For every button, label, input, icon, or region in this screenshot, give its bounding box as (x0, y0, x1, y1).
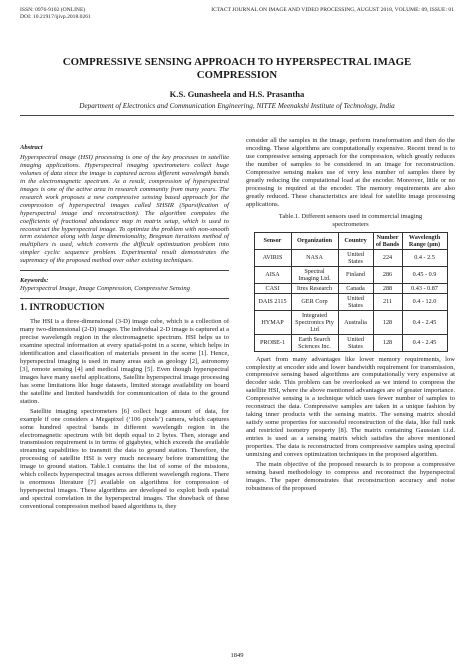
table-cell: CASI (254, 283, 291, 293)
table-cell: 128 (373, 334, 402, 351)
right-paragraph-continuation: consider all the samples in the image, perform transformation and then do the encoding. These algorithms are computationally expensive. Recent trend is to use compressive sensing approach for the compression, which greatly reduces the number of samples to be considered in an image for reconstruction. Compressive sensing makes use of very less number of samples there by greatly reducing the computational load at the encoder. Moreover, little or no processing is required at the encoder. The memory requirements are also greatly reduced. These characteristics are ideal for satellite image processing applications. (246, 137, 455, 208)
section-heading-introduction: 1. INTRODUCTION (20, 303, 105, 314)
table-cell: DAIS 2115 (254, 293, 291, 310)
table-row (254, 283, 447, 293)
table-cell: 288 (373, 283, 402, 293)
table-caption-line2: spectrometers (332, 220, 369, 228)
table-cell: 0.4 - 2.5 (402, 249, 447, 266)
authors: K.S. Gunasheela and H.S. Prasantha (169, 89, 305, 99)
journal-header: ICTACT JOURNAL ON IMAGE AND VIDEO PROCESSING, AUGUST 2018, VOLUME: 09, ISSUE: 01 (211, 7, 454, 13)
table-cell: 0.45 - 0.9 (402, 266, 447, 283)
title-divider (20, 115, 454, 116)
table-cell: 211 (373, 293, 402, 310)
table-cell: 128 (373, 310, 402, 334)
table-row (254, 266, 447, 283)
right-column (246, 137, 455, 495)
table-row (254, 310, 447, 334)
abstract-divider (20, 270, 229, 271)
keywords-text: Hyperspectral Image, Image Compression, Compressive Sensing (20, 285, 190, 293)
table-header-cell: Sensor (254, 232, 291, 249)
table-cell: AISA (254, 266, 291, 283)
page-number: 1849 (230, 652, 244, 659)
doi-line: DOI: 10.21917/ijivp.2018.0261 (20, 14, 91, 20)
table-cell: Australia (338, 310, 373, 334)
table-cell: PROBE-1 (254, 334, 291, 351)
abstract-heading: Abstract (20, 144, 43, 151)
table-header-cell: Wavelength Range (μm) (402, 232, 447, 249)
table-cell: Canada (338, 283, 373, 293)
left-column (20, 144, 229, 513)
table-header-cell: Country (338, 232, 373, 249)
issn-doi-block (20, 7, 91, 21)
abstract-text: Hyperspectral image (HSI) processing is one of the key processes in satellite imaging applications. Hyperspectral imaging spectrometers collect huge volumes of data since the image is captured across different wavelength bands in the electromagnetic spectrum. As a result, compression of hyperspectral images is one of the active area in research community from many years. The research work proposes a new compressive sensing based approach for the compression of hyperspectral images called SHSIR (Sparsification of hyperspectral image and reconstruction). The algorithm computes the coefficients of fractional abundance map in matrix setup, which is used to reconstruct the hyperspectral image. To optimize the problem with non-smooth term existence along with large dimensionality, Bregman iterations method of multipliers is used, which converts the difficult optimization problem into simpler cyclic sequence problem. Experimental result demonstrates the supremacy of the proposed method over other existing techniques. (20, 153, 229, 265)
table-cell: Spectral Imaging Ltd. (291, 266, 338, 283)
table-cell: HYMAP (254, 310, 291, 334)
table-cell: 0.43 - 0.87 (402, 283, 447, 293)
intro-paragraph-2: Satellite imaging spectrometers [6] collect huge amount of data, for example if one considers a Megapixel (‘106 pixels’) camera, which captures some hundred spectral bands in different wavelength region in the electromagnetic spectrum with bit depth equal to 2 bytes. Then, storage and transmission requirement is in terms of gigabytes, which exceeds the available streaming capabilities to transmit the data to ground station. Therefore, the processing of satellite HSI is very much necessary before transmitting the image to ground station. Table.1 contains the list of some of the missions, which collects hyperspectral images across different wavelength regions. There is enormous literature [7] available on algorithms for compression of hyperspectral images. These algorithms are developed to exploit both spatial and spectral correlation in the hyperspectral images. The drawback of these conventional compression method based algorithms is, they (20, 407, 229, 511)
table-cell: United States (338, 293, 373, 310)
intro-paragraph-1: The HSI is a three-dimensional (3-D) image cube, which is a collection of many two-dimensional (2-D) images. The individual 2-D image is captured at a precise wavelength region in the electromagnetic spectrum. HSI helps us to examine spectral information at every spatial-point in a scene, which helps in identification and classification of materials present in the scene [1]. Hence, hyperspectral imaging is used in many areas such as geology [2], astronomy [3], remote sensing [4] and medical imaging [5]. Even though hyperspectral images have many useful applications, Satellite hyperspectral image processing has some limitations like huge datasets, limited storage availability on board the satellite and limited bandwidth for communication of data to the ground station. (20, 318, 229, 405)
table-cell: Integrated Spectronics Pty Ltd (291, 310, 338, 334)
table-cell: 0.4 - 12.0 (402, 293, 447, 310)
table-cell: Itres Research (291, 283, 338, 293)
keywords-divider (20, 298, 229, 299)
affiliation: Department of Electronics and Communication Engineering, NITTE Meenakshi Institute of Technology, India (79, 102, 395, 110)
table-caption-line1: Table.1. Different sensors used in commercial imaging (278, 212, 423, 220)
table-row (254, 293, 447, 310)
paper-title-line1: COMPRESSIVE SENSING APPROACH TO HYPERSPECTRAL IMAGE (62, 56, 412, 68)
right-paragraph-compressive-sensing: Apart from many advantages like lower memory requirements, low complexity at encoder side and lower bandwidth requirement for transmission, compressive sensing based algorithms are computationally very expensive at decoder side. This problem can be overlooked as we intend to compress the satellite HSI, where the above mentioned advantages are of greater importance. Compressive sensing is a technique which uses fewer number of samples to reconstruct the data. Compressive samples are taken in a unique fashion by taking inner products with the sensing matrix. The sensing matrix should satisfy some properties for successful reconstruction of the data, like full rank and restricted isometry property [8]. The matrix containing Gaussian i.i.d. entries is used as a sensing matrix which satisfies the above mentioned properties. The data is reconstructed from compressive samples using spectral unmixing and convex optimization techniques in the proposed algorithm. (246, 355, 455, 459)
table-cell: United States (338, 334, 373, 351)
table-header-row (254, 232, 447, 249)
table-header-cell: Organization (291, 232, 338, 249)
table-cell: Finland (338, 266, 373, 283)
table-cell: NASA (291, 249, 338, 266)
right-paragraph-objective: The main objective of the proposed research is to propose a compressive sensing based methodology to compress and reconstruct the hyperspectral images. The paper demonstrates that reconstruction accuracy and noise robustness of the proposed (246, 460, 455, 492)
paper-title (20, 56, 454, 82)
sensor-table (254, 232, 448, 352)
keywords-heading: Keywords: (20, 277, 49, 285)
table-cell: AVIRIS (254, 249, 291, 266)
table-cell: United States (338, 249, 373, 266)
table-cell: Earth Search Sciences Inc. (291, 334, 338, 351)
table-cell: 224 (373, 249, 402, 266)
issn-line: ISSN: 0976-9102 (ONLINE) (20, 7, 86, 13)
table-row (254, 334, 447, 351)
table-cell: 286 (373, 266, 402, 283)
table-row (254, 249, 447, 266)
table-cell: GER Corp (291, 293, 338, 310)
paper-title-line2: COMPRESSION (196, 69, 278, 81)
table-header-cell: Number of Bands (373, 232, 402, 249)
table-cell: 0.4 - 2.45 (402, 310, 447, 334)
table-caption (246, 213, 455, 229)
table-cell: 0.4 - 2.45 (402, 334, 447, 351)
